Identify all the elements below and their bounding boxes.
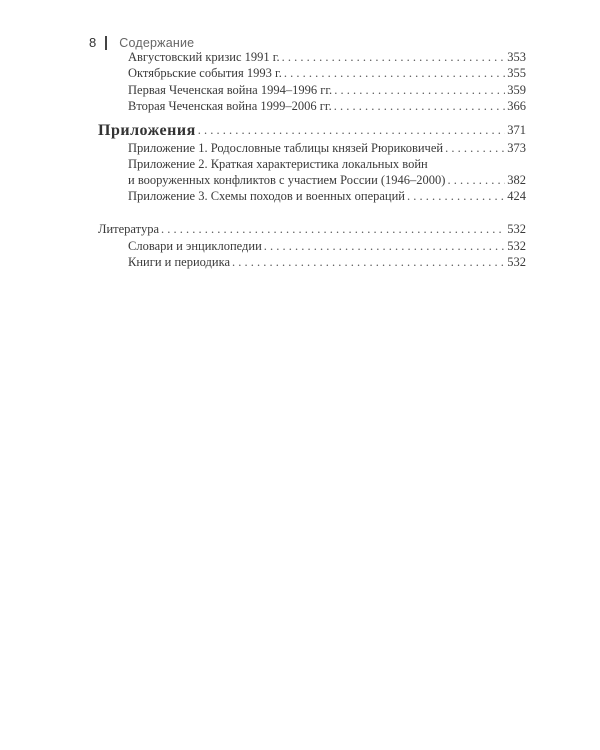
dot-leader	[161, 222, 505, 237]
toc-section	[98, 222, 526, 237]
dot-leader	[232, 255, 505, 270]
toc-entry	[128, 99, 526, 114]
toc-section	[98, 123, 526, 138]
toc-entry-page: 371	[507, 123, 526, 137]
dot-leader	[407, 189, 505, 204]
toc-entry-page: 353	[507, 50, 526, 64]
dot-leader	[198, 123, 506, 138]
toc-entry	[128, 255, 526, 270]
toc-entry	[128, 189, 526, 204]
dot-leader	[445, 141, 505, 156]
dot-leader	[264, 239, 505, 254]
header-divider	[105, 36, 107, 50]
toc-entry-page: 382	[507, 173, 526, 187]
toc-entry-page: 532	[507, 239, 526, 253]
toc-entry-title: и вооруженных конфликтов с участием России (1946–2000)	[128, 173, 446, 187]
page-number: 8	[89, 35, 97, 50]
toc-entry-title: Вторая Чеченская война 1999–2006 гг.	[128, 99, 332, 113]
toc-entry	[128, 50, 526, 65]
toc-entry	[128, 173, 526, 188]
toc-entry-title: Первая Чеченская война 1994–1996 гг.	[128, 83, 333, 97]
toc-section-title: Приложения	[98, 122, 196, 139]
toc-entry-page: 532	[507, 255, 526, 269]
toc-entry-title-line1: Приложение 2. Краткая характеристика локальных войн	[128, 157, 428, 171]
dot-leader	[334, 83, 505, 98]
toc-entry-page: 359	[507, 83, 526, 97]
toc-entry	[128, 141, 526, 156]
toc-entry-title: Приложение 1. Родословные таблицы князей Рюриковичей	[128, 141, 444, 155]
toc-entry-title: Августовский кризис 1991 г.	[128, 50, 280, 64]
toc-entry-page: 355	[507, 66, 526, 80]
toc-section-title: Литература	[98, 222, 159, 236]
toc-entry-page: 366	[507, 99, 526, 113]
toc-entry-page: 532	[507, 222, 526, 236]
toc-entry-page: 424	[507, 189, 526, 203]
toc-entry-page: 373	[507, 141, 526, 155]
header-title: Содержание	[119, 35, 195, 50]
toc-entry-title: Книги и периодика	[128, 255, 231, 269]
dot-leader	[447, 173, 505, 188]
toc-entry	[128, 239, 526, 254]
dot-leader	[284, 66, 505, 81]
toc-entry	[128, 66, 526, 81]
toc-entry-title: Словари и энциклопедии	[128, 239, 262, 253]
toc-entry	[128, 83, 526, 98]
dot-leader	[334, 99, 505, 114]
running-header	[89, 35, 194, 50]
toc-entry-title: Приложение 3. Схемы походов и военных операций	[128, 189, 405, 203]
dot-leader	[282, 50, 506, 65]
toc-entry-title: Октябрьские события 1993 г.	[128, 66, 282, 80]
